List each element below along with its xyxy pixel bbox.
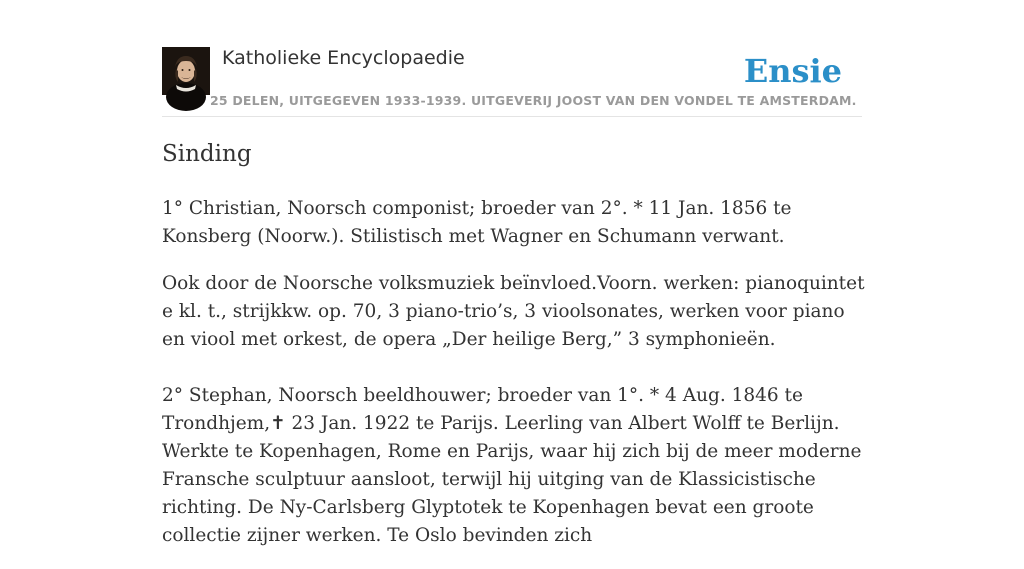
source-subtitle: 25 DELEN, UITGEGEVEN 1933-1939. UITGEVERIJ JOOST VAN DEN VONDEL TE AMSTERDAM. bbox=[210, 93, 857, 108]
article-paragraph: Ook door de Noorsche volksmuziek beïnvloed.Voorn. werken: pianoquintet e kl. t., strijkkw. op. 70, 3 piano-trio’s, 3 vioolsonates, werken voor piano en viool met orkest, de opera „Der heilige Berg,” 3 symphonieën. bbox=[162, 273, 865, 350]
source-header bbox=[162, 46, 862, 117]
article bbox=[162, 137, 867, 569]
portrait-avatar-icon[interactable] bbox=[162, 47, 210, 95]
article-title: Sinding bbox=[162, 141, 252, 167]
ensie-logo[interactable]: Ensie bbox=[743, 52, 842, 90]
source-title[interactable]: Katholieke Encyclopaedie bbox=[222, 47, 465, 69]
article-paragraph: 1° Christian, Noorsch componist; broeder van 2°. * 11 Jan. 1856 te Konsberg (Noorw.). Stilistisch met Wagner en Schumann verwant. bbox=[162, 198, 792, 247]
article-paragraph: 2° Stephan, Noorsch beeldhouwer; broeder van 1°. * 4 Aug. 1846 te Trondhjem,✝ 23 Jan. 1922 te Parijs. Leerling van Albert Wolff te Berlijn. Werkte te Kopenhagen, Rome en Parijs, waar hij zich bij de meer moderne Fransche sculptuur aansloot, terwijl hij uitging van de Klassicistische richting. De Ny-Carlsberg Glyptotek te Kopenhagen bevat een groote collectie zijner werken. Te Oslo bevinden zich bbox=[162, 385, 862, 546]
